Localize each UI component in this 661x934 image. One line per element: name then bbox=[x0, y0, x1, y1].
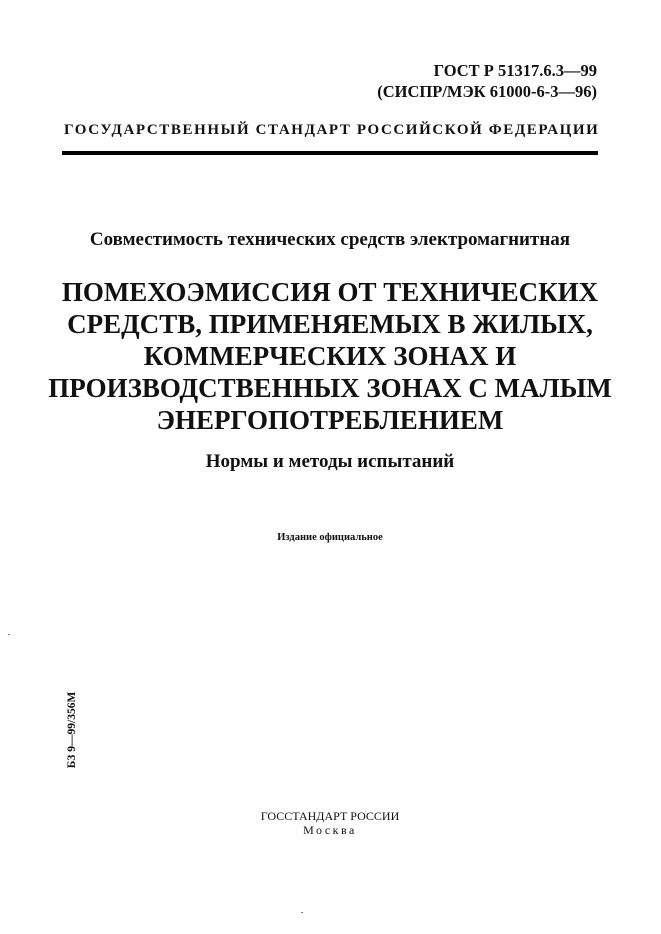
title-line: КОММЕРЧЕСКИХ ЗОНАХ И bbox=[143, 341, 517, 371]
side-print-code: БЗ 9—99/356М bbox=[66, 691, 78, 769]
edition-label: Издание официальное bbox=[277, 532, 383, 543]
header-divider bbox=[62, 151, 598, 155]
title-line: ЭНЕРГОПОТРЕБЛЕНИЕМ bbox=[156, 405, 504, 435]
publisher-name: ГОССТАНДАРТ РОССИИ bbox=[260, 809, 400, 823]
publisher-block bbox=[40, 809, 620, 837]
title-line: ПРОИЗВОДСТВЕННЫХ ЗОНАХ С МАЛЫМ bbox=[48, 373, 612, 403]
title-line: ПОМЕХОЭМИССИЯ ОТ ТЕХНИЧЕСКИХ bbox=[61, 277, 599, 307]
subject-heading: Совместимость технических средств электромагнитная bbox=[89, 229, 571, 250]
document-subtitle: Нормы и методы испытаний bbox=[205, 451, 455, 472]
standard-codes bbox=[377, 60, 597, 102]
document-title bbox=[30, 276, 630, 436]
cispr-number: (СИСПР/МЭК 61000-6-3—96) bbox=[377, 82, 597, 101]
title-line: СРЕДСТВ, ПРИМЕНЯЕМЫХ В ЖИЛЫХ, bbox=[67, 309, 593, 339]
scan-speck bbox=[301, 912, 303, 913]
state-standard-label: ГОСУДАРСТВЕННЫЙ СТАНДАРТ РОССИЙСКОЙ ФЕДЕРАЦИИ bbox=[64, 122, 600, 138]
publisher-city: Москва bbox=[303, 823, 357, 837]
gost-number: ГОСТ Р 51317.6.3—99 bbox=[433, 61, 597, 80]
scan-speck bbox=[8, 634, 10, 635]
